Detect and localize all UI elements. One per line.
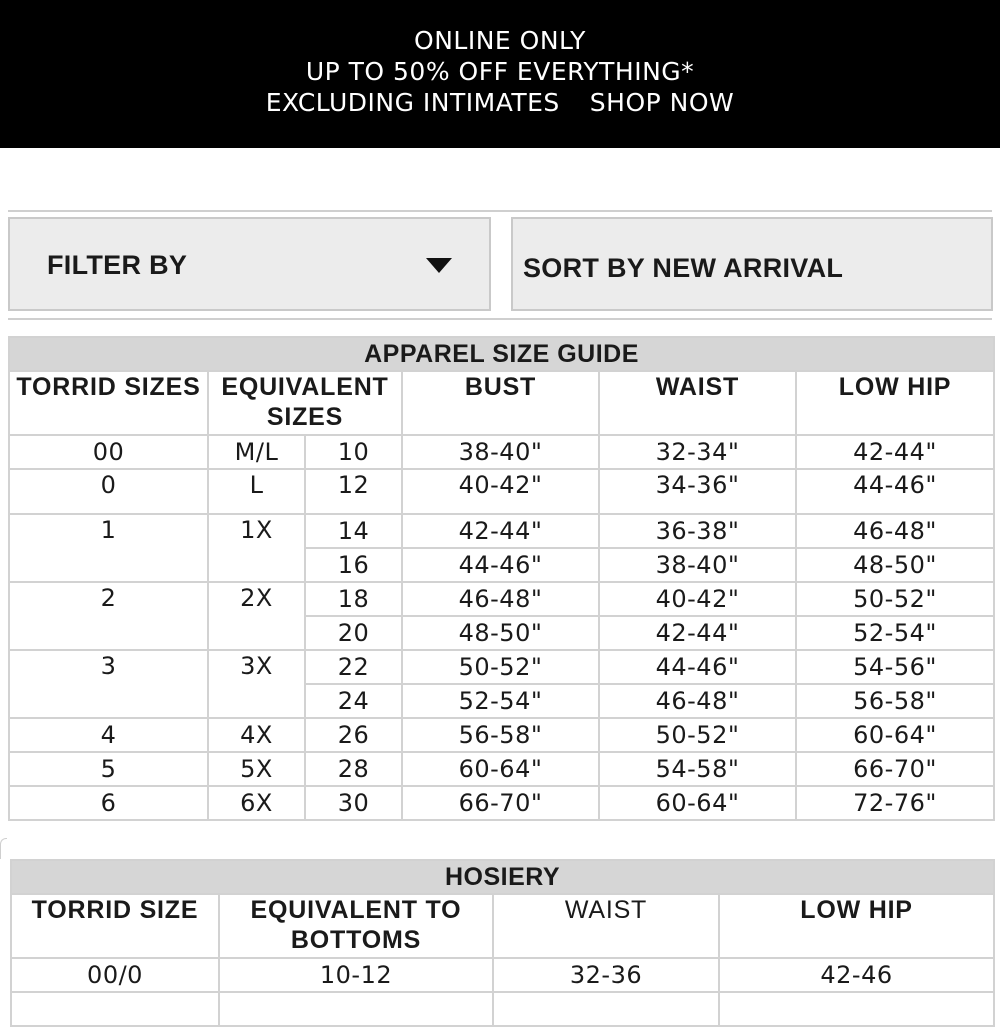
letter-size-cell: 3X	[208, 650, 305, 718]
table-row	[11, 958, 994, 992]
low-hip-cell: 46-48"	[796, 514, 994, 548]
header-waist: WAIST	[599, 371, 796, 435]
table-row	[9, 469, 994, 514]
header-torrid-sizes: TORRID SIZES	[9, 371, 208, 435]
numeric-size-cell: 18	[305, 582, 402, 616]
bust-cell: 42-44"	[402, 514, 599, 548]
torrid-size-cell: 2	[9, 582, 208, 650]
letter-size-cell: 5X	[208, 752, 305, 786]
waist-cell: 50-52"	[599, 718, 796, 752]
low-hip-cell: 42-46	[719, 958, 994, 992]
promo-banner[interactable]	[0, 0, 1000, 148]
numeric-size-cell: 30	[305, 786, 402, 820]
letter-size-cell: 6X	[208, 786, 305, 820]
banner-line-online-only: ONLINE ONLY	[414, 26, 586, 55]
table-row	[9, 752, 994, 786]
waist-cell: 38-40"	[599, 548, 796, 582]
card-corner-edge	[0, 838, 7, 859]
torrid-size-cell: 00	[9, 435, 208, 469]
banner-exclusion-text: EXCLUDING INTIMATES	[265, 88, 560, 117]
header-low-hip: LOW HIP	[796, 371, 994, 435]
banner-line-discount: UP TO 50% OFF EVERYTHING*	[305, 57, 695, 86]
header-equivalent-to-bottoms: EQUIVALENT TO BOTTOMS	[219, 894, 493, 958]
low-hip-cell: 52-54"	[796, 616, 994, 650]
table-row	[9, 650, 994, 684]
bust-cell: 44-46"	[402, 548, 599, 582]
bust-cell: 52-54"	[402, 684, 599, 718]
waist-cell: 54-58"	[599, 752, 796, 786]
header-equivalent-sizes: EQUIVALENT SIZES	[208, 371, 402, 435]
low-hip-cell: 48-50"	[796, 548, 994, 582]
low-hip-cell: 66-70"	[796, 752, 994, 786]
divider-bottom	[8, 318, 992, 320]
waist-cell: 42-44"	[599, 616, 796, 650]
waist-cell: 46-48"	[599, 684, 796, 718]
table-row	[9, 718, 994, 752]
letter-size-cell: L	[208, 469, 305, 514]
low-hip-cell: 72-76"	[796, 786, 994, 820]
numeric-size-cell: 16	[305, 548, 402, 582]
table-row	[11, 992, 994, 1026]
torrid-size-cell: 0	[9, 469, 208, 514]
header-low-hip: LOW HIP	[719, 894, 994, 958]
low-hip-cell: 50-52"	[796, 582, 994, 616]
bust-cell: 56-58"	[402, 718, 599, 752]
bust-cell: 50-52"	[402, 650, 599, 684]
divider-top	[8, 210, 992, 212]
sort-by-label: SORT BY NEW ARRIVAL	[523, 253, 844, 283]
low-hip-cell: 56-58"	[796, 684, 994, 718]
caret-down-icon	[426, 258, 452, 273]
equivalent-cell: 10-12	[219, 958, 493, 992]
waist-cell: 40-42"	[599, 582, 796, 616]
bust-cell: 40-42"	[402, 469, 599, 514]
low-hip-cell: 44-46"	[796, 469, 994, 514]
letter-size-cell: 4X	[208, 718, 305, 752]
hosiery-size-table	[10, 859, 995, 1027]
low-hip-cell: 42-44"	[796, 435, 994, 469]
table-row	[9, 514, 994, 548]
bust-cell: 66-70"	[402, 786, 599, 820]
letter-size-cell: M/L	[208, 435, 305, 469]
torrid-size-cell: 5	[9, 752, 208, 786]
waist-cell: 36-38"	[599, 514, 796, 548]
numeric-size-cell: 20	[305, 616, 402, 650]
numeric-size-cell: 12	[305, 469, 402, 514]
filter-by-label: FILTER BY	[47, 250, 188, 280]
header-bust: BUST	[402, 371, 599, 435]
banner-line-3	[0, 87, 1000, 118]
torrid-size-cell: 00/0	[11, 958, 219, 992]
sort-by-dropdown[interactable]	[511, 217, 993, 311]
header-torrid-size: TORRID SIZE	[11, 894, 219, 958]
numeric-size-cell: 26	[305, 718, 402, 752]
numeric-size-cell: 10	[305, 435, 402, 469]
waist-cell: 32-34"	[599, 435, 796, 469]
bust-cell: 48-50"	[402, 616, 599, 650]
torrid-size-cell: 6	[9, 786, 208, 820]
hosiery-title: HOSIERY	[11, 860, 994, 894]
apparel-size-guide-title: APPAREL SIZE GUIDE	[9, 337, 994, 371]
torrid-size-cell: 4	[9, 718, 208, 752]
torrid-size-cell: 3	[9, 650, 208, 718]
waist-cell: 44-46"	[599, 650, 796, 684]
header-waist: WAIST	[493, 894, 719, 958]
filter-by-dropdown[interactable]	[8, 217, 491, 311]
apparel-size-table	[8, 336, 995, 821]
numeric-size-cell: 22	[305, 650, 402, 684]
numeric-size-cell: 24	[305, 684, 402, 718]
torrid-size-cell: 1	[9, 514, 208, 582]
waist-cell: 32-36	[493, 958, 719, 992]
letter-size-cell: 1X	[208, 514, 305, 582]
table-row	[9, 435, 994, 469]
waist-cell: 60-64"	[599, 786, 796, 820]
letter-size-cell: 2X	[208, 582, 305, 650]
table-row	[9, 582, 994, 616]
table-row	[9, 786, 994, 820]
shop-now-link[interactable]: SHOP NOW	[589, 88, 735, 117]
bust-cell: 60-64"	[402, 752, 599, 786]
low-hip-cell: 54-56"	[796, 650, 994, 684]
bust-cell: 46-48"	[402, 582, 599, 616]
bust-cell: 38-40"	[402, 435, 599, 469]
waist-cell: 34-36"	[599, 469, 796, 514]
numeric-size-cell: 14	[305, 514, 402, 548]
numeric-size-cell: 28	[305, 752, 402, 786]
low-hip-cell: 60-64"	[796, 718, 994, 752]
